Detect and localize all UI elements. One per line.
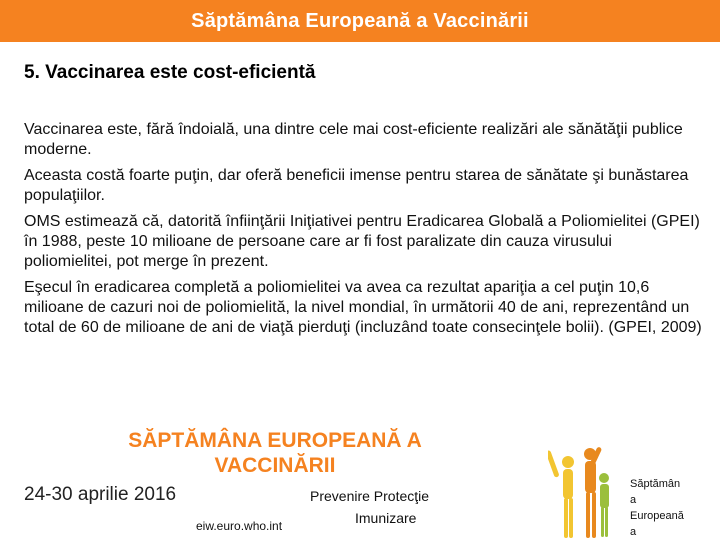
tagline-1: Prevenire Protecţie: [310, 488, 430, 504]
brand-line-2: VACCINĂRII: [214, 454, 336, 477]
campaign-url[interactable]: eiw.euro.who.int: [196, 519, 283, 533]
paragraph: OMS estimează că, datorită înfiinţării Iniţiativei pentru Eradicarea Globală a Poliomielitei (GPEI) în 1988, peste 10 milioane de persoane care ar fi fost paralizate din cauza virusului poliomielitei, pot merge în prezent.: [24, 213, 700, 270]
paragraph: Aceasta costă foarte puţin, dar oferă beneficii imense pentru starea de sănătate şi bunăstarea populaţiilor.: [24, 167, 689, 204]
logo-label: [630, 476, 716, 540]
figure-green-icon: [599, 473, 609, 537]
logo-label-line: a: [630, 494, 637, 506]
tagline-2: Imunizare: [355, 510, 417, 526]
figure-orange-icon: [584, 446, 602, 538]
paragraph: Eşecul în eradicarea completă a poliomielitei va avea ca rezultat apariţia a cel puţin 10,6 milioane de cazuri noi de poliomielită, la nivel mondial, în următorii 40 de ani, reprezentând un total de 60 de milioane de ani de viaţă pierduţi (incluzând toate consecinţele bolii). (GPEI, 2009): [24, 279, 702, 336]
children-figures-logo-icon: [548, 440, 614, 540]
logo-label-line: Europeană: [630, 510, 684, 522]
logo-label-line: a: [630, 526, 637, 538]
title-bar: [0, 0, 720, 42]
figure-yellow-icon: [548, 450, 574, 538]
campaign-brand: [95, 428, 455, 478]
paragraph: Vaccinarea este, fără îndoială, una dintre cele mai cost-eficiente realizări ale sănătăţii publice moderne.: [24, 121, 683, 158]
logo-label-line: Săptămân: [630, 478, 681, 490]
slide-body: [24, 120, 704, 344]
campaign-dates: 24-30 aprilie 2016: [24, 484, 177, 505]
slide-heading: 5. Vaccinarea este cost-eficientă: [24, 62, 316, 83]
page-title: Săptămâna Europeană a Vaccinării: [191, 9, 529, 32]
brand-line-1: SĂPTĂMÂNA EUROPEANĂ A: [128, 429, 422, 452]
